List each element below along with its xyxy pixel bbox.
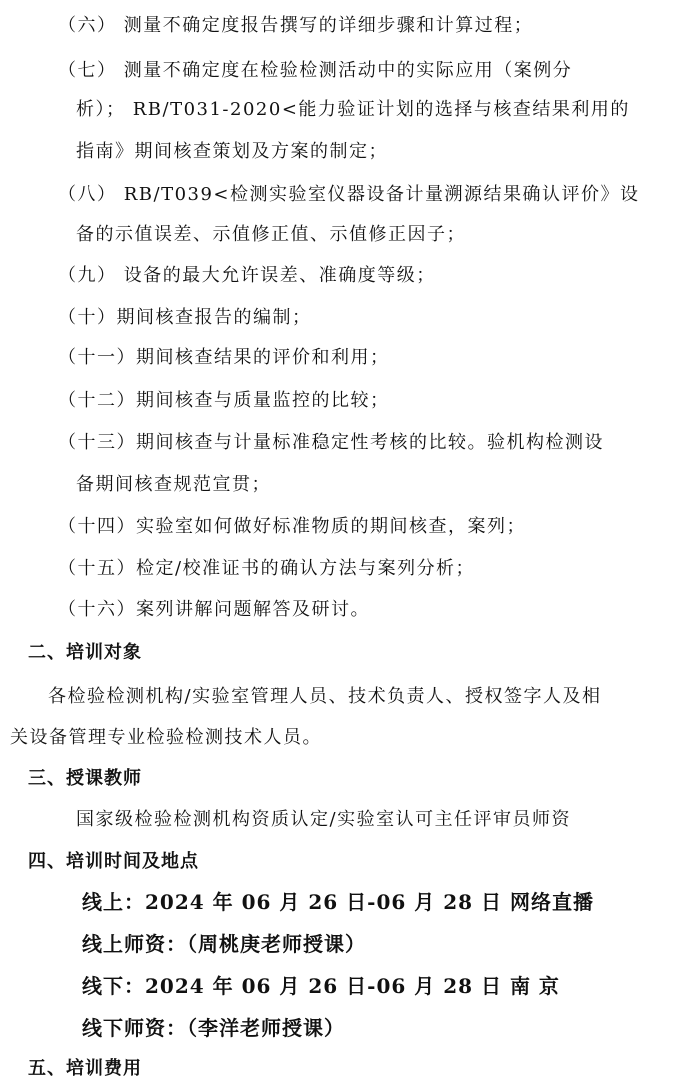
item-7-line-1: （七） 测量不确定度在检验检测活动中的实际应用（案例分 (58, 60, 573, 81)
item-13-line-2: 备期间核查规范宣贯； (76, 474, 271, 495)
item-15: （十五）检定/校准证书的确认方法与案列分析； (58, 558, 476, 579)
online-teacher: 线上师资：（周桃庚老师授课） (82, 932, 366, 956)
item-12: （十二）期间核查与质量监控的比较； (58, 390, 390, 411)
section-two-line-1: 各检验检测机构/实验室管理人员、技术负责人、授权签字人及相 (48, 686, 602, 707)
item-7-line-3: 指南》期间核查策划及方案的制定； (76, 141, 388, 162)
section-two-line-2: 关设备管理专业检验检测技术人员。 (10, 727, 322, 748)
section-four-heading: 四、培训时间及地点 (28, 851, 199, 872)
item-14: （十四）实验室如何做好标准物质的期间核查，案列； (58, 516, 526, 537)
section-five-heading: 五、培训费用 (28, 1058, 142, 1079)
item-6: （六） 测量不确定度报告撰写的详细步骤和计算过程； (58, 15, 534, 36)
item-8-line-1: （八） RB/T039<检测实验室仪器设备计量溯源结果确认评价》设 (58, 184, 640, 205)
offline-teacher: 线下师资：（李洋老师授课） (82, 1016, 345, 1040)
section-three-line-1: 国家级检验检测机构资质认定/实验室认可主任评审员师资 (76, 809, 572, 830)
item-11: （十一）期间核查结果的评价和利用； (58, 347, 390, 368)
item-8-line-2: 备的示值误差、示值修正值、示值修正因子； (76, 224, 466, 245)
offline-schedule: 线下：2024 年 06 月 26 日-06 月 28 日 南 京 (82, 974, 560, 998)
item-16: （十六）案列讲解问题解答及研讨。 (58, 599, 370, 620)
item-13-line-1: （十三）期间核查与计量标准稳定性考核的比较。验机构检测设 (58, 432, 604, 453)
online-schedule: 线上：2024 年 06 月 26 日-06 月 28 日 网络直播 (82, 890, 594, 914)
section-three-heading: 三、授课教师 (28, 768, 142, 789)
item-10: （十）期间核查报告的编制； (58, 307, 312, 328)
item-9: （九） 设备的最大允许误差、准确度等级； (58, 265, 436, 286)
item-7-line-2: 析）； RB/T031-2020<能力验证计划的选择与核查结果利用的 (76, 99, 630, 120)
section-two-heading: 二、培训对象 (28, 642, 142, 663)
